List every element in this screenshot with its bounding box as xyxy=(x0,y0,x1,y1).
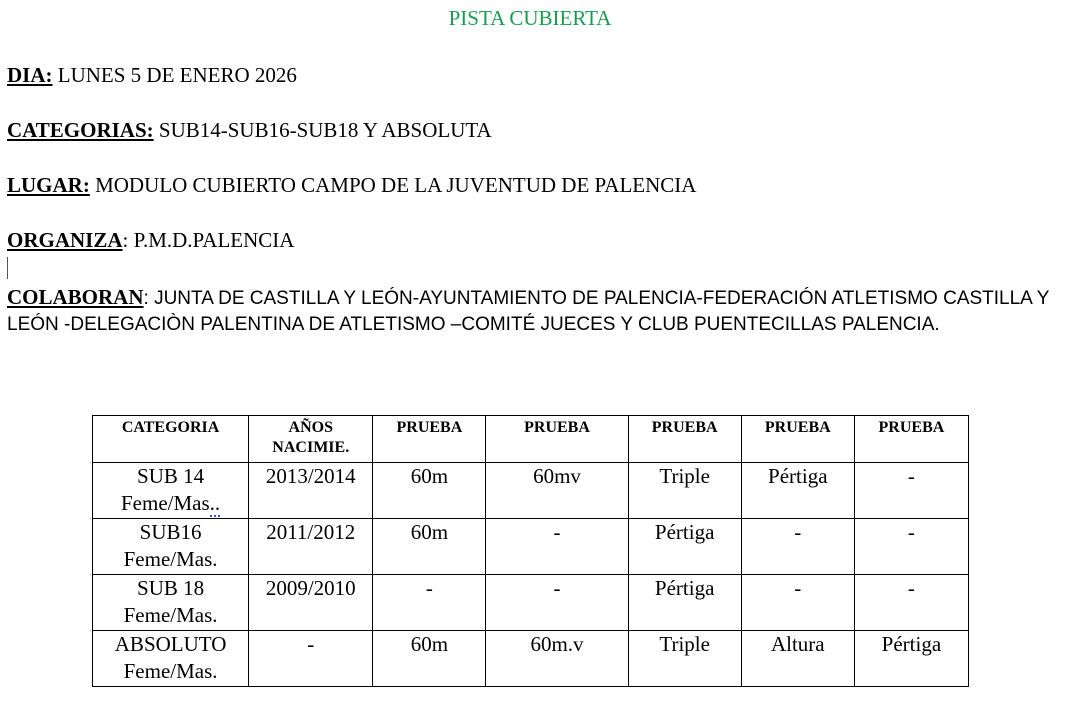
field-lugar-value: MODULO CUBIERTO CAMPO DE LA JUVENTUD DE PALENCIA xyxy=(89,173,697,197)
spellcheck-mark: .. xyxy=(209,491,221,515)
header-prueba-2: PRUEBA xyxy=(486,416,628,463)
event-cell: Triple xyxy=(628,463,741,519)
category-cell xyxy=(93,575,249,631)
event-cell: 60m xyxy=(373,631,486,687)
field-lugar xyxy=(7,173,696,198)
event-cell: Triple xyxy=(628,631,741,687)
header-prueba-5: PRUEBA xyxy=(854,416,968,463)
event-cell: - xyxy=(854,519,968,575)
category-gender xyxy=(93,490,248,517)
birth-years-cell: - xyxy=(249,631,373,687)
event-cell: Pértiga xyxy=(741,463,854,519)
event-cell: 60mv xyxy=(486,463,628,519)
table-row xyxy=(93,463,969,519)
field-categorias-value: SUB14-SUB16-SUB18 Y ABSOLUTA xyxy=(153,118,492,142)
category-name: SUB 14 xyxy=(137,464,205,488)
category-name: ABSOLUTO xyxy=(114,632,227,656)
table-row xyxy=(93,575,969,631)
birth-years-cell: 2009/2010 xyxy=(249,575,373,631)
table-row xyxy=(93,519,969,575)
text-cursor xyxy=(7,257,8,279)
field-categorias xyxy=(7,118,492,143)
event-cell: - xyxy=(373,575,486,631)
category-cell xyxy=(93,519,249,575)
event-cell: 60m xyxy=(373,519,486,575)
page-title: PISTA CUBIERTA xyxy=(448,6,612,30)
field-dia-label: DIA: xyxy=(7,63,53,87)
event-cell: - xyxy=(486,519,628,575)
event-cell: - xyxy=(854,575,968,631)
schedule-table xyxy=(92,415,969,687)
header-anos: AÑOS NACIMIE. xyxy=(249,416,373,463)
category-gender: Feme/Mas. xyxy=(123,547,218,571)
field-organiza xyxy=(7,228,294,253)
field-categorias-label: CATEGORIAS: xyxy=(7,118,154,142)
header-prueba-1: PRUEBA xyxy=(373,416,486,463)
header-categoria: CATEGORIA xyxy=(93,416,249,463)
category-gender: Feme/Mas. xyxy=(123,603,218,627)
header-prueba-3: PRUEBA xyxy=(628,416,741,463)
event-cell: - xyxy=(486,575,628,631)
field-organiza-value: : P.M.D.PALENCIA xyxy=(122,228,295,252)
event-cell: - xyxy=(741,575,854,631)
category-cell xyxy=(93,631,249,687)
field-colaboran xyxy=(7,284,1067,338)
field-lugar-label: LUGAR: xyxy=(7,173,90,197)
event-cell: Pértiga xyxy=(628,519,741,575)
category-gender-text: Feme/Mas xyxy=(121,491,210,515)
event-cell: 60m.v xyxy=(486,631,628,687)
field-colaboran-label: COLABORAN xyxy=(7,285,144,309)
category-gender: Feme/Mas. xyxy=(123,659,218,683)
category-name: SUB16 xyxy=(139,520,202,544)
event-cell: - xyxy=(741,519,854,575)
field-colaboran-value: : JUNTA DE CASTILLA Y LEÓN-AYUNTAMIENTO DE PALENCIA-FEDERACIÓN ATLETISMO CASTILLA Y LEÓN -DELEGACIÒN PALENTINA DE ATLETISMO –COMITÉ JUECES Y CLUB PUENTECILLAS PALENCIA. xyxy=(7,288,1050,335)
field-dia xyxy=(7,63,297,88)
field-organiza-label: ORGANIZA xyxy=(7,228,123,252)
table-header-row xyxy=(93,416,969,463)
table-row xyxy=(93,631,969,687)
event-cell: Pértiga xyxy=(628,575,741,631)
event-cell: 60m xyxy=(373,463,486,519)
birth-years-cell: 2011/2012 xyxy=(249,519,373,575)
category-name: SUB 18 xyxy=(137,576,205,600)
event-cell: Pértiga xyxy=(854,631,968,687)
header-prueba-4: PRUEBA xyxy=(741,416,854,463)
event-cell: - xyxy=(854,463,968,519)
birth-years-cell: 2013/2014 xyxy=(249,463,373,519)
category-cell xyxy=(93,463,249,519)
event-cell: Altura xyxy=(741,631,854,687)
field-dia-value: LUNES 5 DE ENERO 2026 xyxy=(52,63,297,87)
